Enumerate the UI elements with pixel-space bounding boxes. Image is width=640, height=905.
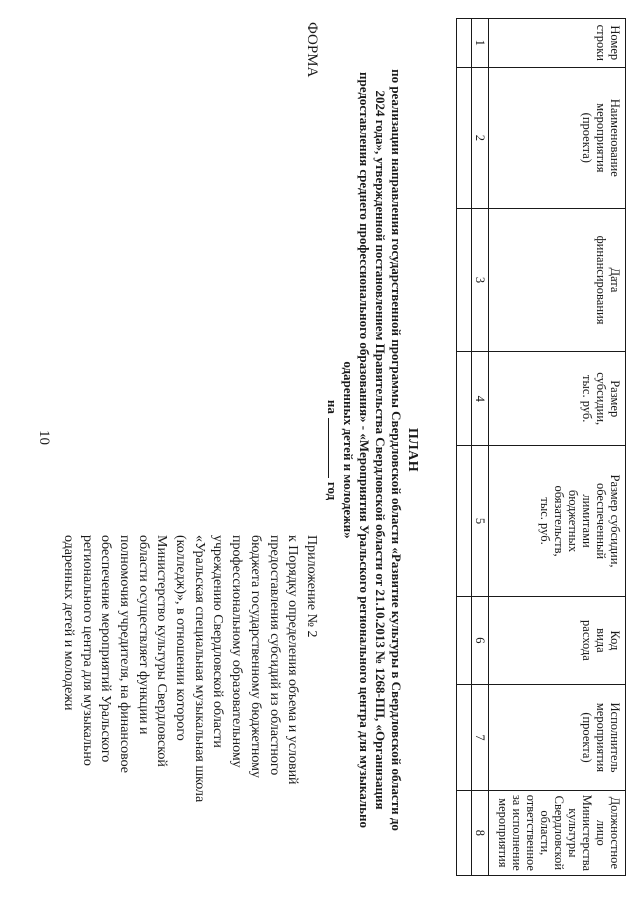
header-text: мероприятия	[594, 702, 608, 773]
plan-subtitle-line: предоставления среднего профессионального образования» - «Мероприятия Уральского регионального центра для музыкально	[357, 72, 372, 828]
annex-line: к Порядку определения объема и условий	[285, 535, 301, 785]
header-text: за исполнение	[510, 794, 524, 871]
header-text: Министерства	[580, 794, 594, 871]
table-cell	[457, 67, 472, 209]
header-cell-responsible-official	[489, 790, 626, 875]
header-cell-row-number	[489, 19, 626, 68]
header-text: Должностное лицо	[594, 796, 622, 870]
column-number-cell: 3	[472, 209, 489, 352]
column-number-cell: 7	[472, 685, 489, 790]
column-number-cell: 5	[472, 446, 489, 596]
header-cell-event-name	[489, 67, 626, 209]
annex-line: (колледж)», в отношении которого	[173, 535, 189, 741]
header-text: Размер субсидии,	[608, 474, 622, 568]
header-text: мероприятия	[496, 798, 510, 868]
year-blank-field	[328, 418, 329, 478]
annex-line: регионального центра для музыкально	[79, 535, 95, 766]
annex-line: профессиональному образовательному	[229, 535, 245, 768]
plan-year-label: год	[325, 481, 340, 501]
header-text: Наименование	[608, 98, 622, 177]
annex-line: учреждению Свердловской области	[210, 535, 226, 748]
header-text: культуры	[566, 808, 580, 858]
header-cell-expense-code	[489, 596, 626, 685]
header-text: Номер	[608, 25, 622, 61]
annex-line: Приложение № 2	[304, 535, 319, 638]
table-cell	[457, 209, 472, 352]
annex-line: бюджета государственному бюджетному	[247, 535, 263, 778]
column-number-cell: 4	[472, 351, 489, 446]
annex-header	[58, 535, 320, 850]
column-number-cell: 1	[472, 19, 489, 68]
header-text: лимитами	[580, 494, 594, 548]
header-text: (проекта)	[580, 112, 594, 163]
column-number-cell: 6	[472, 596, 489, 685]
header-text: обеспеченный	[594, 482, 608, 560]
column-number-cell: 8	[472, 790, 489, 875]
table-cell	[457, 685, 472, 790]
table-row	[457, 19, 472, 876]
plan-table	[456, 18, 626, 876]
annex-line: предоставления субсидий из областного	[266, 535, 282, 776]
header-text: Код	[608, 630, 622, 651]
header-text: обязательств,	[552, 485, 566, 557]
header-text: Свердловской области,	[538, 795, 566, 871]
header-text: мероприятия	[594, 103, 608, 173]
header-text: расхода	[580, 620, 594, 661]
plan-period-line	[324, 20, 340, 880]
annex-line: Министерство культуры Свердловской	[154, 535, 170, 767]
header-cell-secured-subsidy	[489, 446, 626, 596]
header-text: тыс. руб.	[580, 375, 594, 423]
header-text: вида	[594, 628, 608, 653]
plan-subtitle-line: 2024 года», утвержденной постановлением Правительства Свердловской области от 21.10.2013 № 1268-ПП, «Организация	[373, 90, 388, 810]
header-text: Дата	[608, 267, 622, 293]
plan-subtitle-line: по реализации направления государственной программы Свердловской области «Развитие культуры в Свердловской области до	[389, 69, 404, 831]
table-cell	[457, 19, 472, 68]
page-number: 10	[36, 430, 52, 445]
annex-line: одаренных детей и молодежи	[60, 535, 76, 711]
plan-title-block	[324, 20, 420, 880]
header-text: субсидии,	[594, 372, 608, 426]
plan-title: ПЛАН	[405, 427, 420, 473]
header-text: строки	[594, 24, 608, 61]
header-text: Размер	[608, 380, 622, 418]
header-cell-executor	[489, 685, 626, 790]
header-cell-subsidy-amount	[489, 351, 626, 446]
annex-line: области осуществляет функции и	[135, 535, 151, 735]
table-header-row	[489, 19, 626, 876]
table-cell	[457, 790, 472, 875]
column-number-cell: 2	[472, 67, 489, 209]
plan-on-label: на	[325, 399, 340, 414]
column-number-row	[472, 19, 489, 876]
header-text: ответственное	[524, 794, 538, 871]
table-cell	[457, 351, 472, 446]
plan-subtitle-line: одаренных детей и молодежи»	[341, 361, 356, 539]
header-text: (проекта)	[580, 712, 594, 763]
header-text: финансирования	[594, 235, 608, 325]
form-label: ФОРМА	[304, 22, 320, 78]
header-text: бюджетных	[566, 489, 580, 553]
annex-line: обеспечение мероприятий Уральского	[98, 535, 114, 763]
table-cell	[457, 446, 472, 596]
header-text: Исполнитель	[608, 702, 622, 773]
annex-line: полномочия учредителя, на финансовое	[116, 535, 132, 774]
annex-line: «Уральская специальная музыкальная школа	[191, 535, 207, 803]
header-cell-financing-date	[489, 209, 626, 352]
table-cell	[457, 596, 472, 685]
header-text: тыс. руб.	[538, 497, 552, 545]
